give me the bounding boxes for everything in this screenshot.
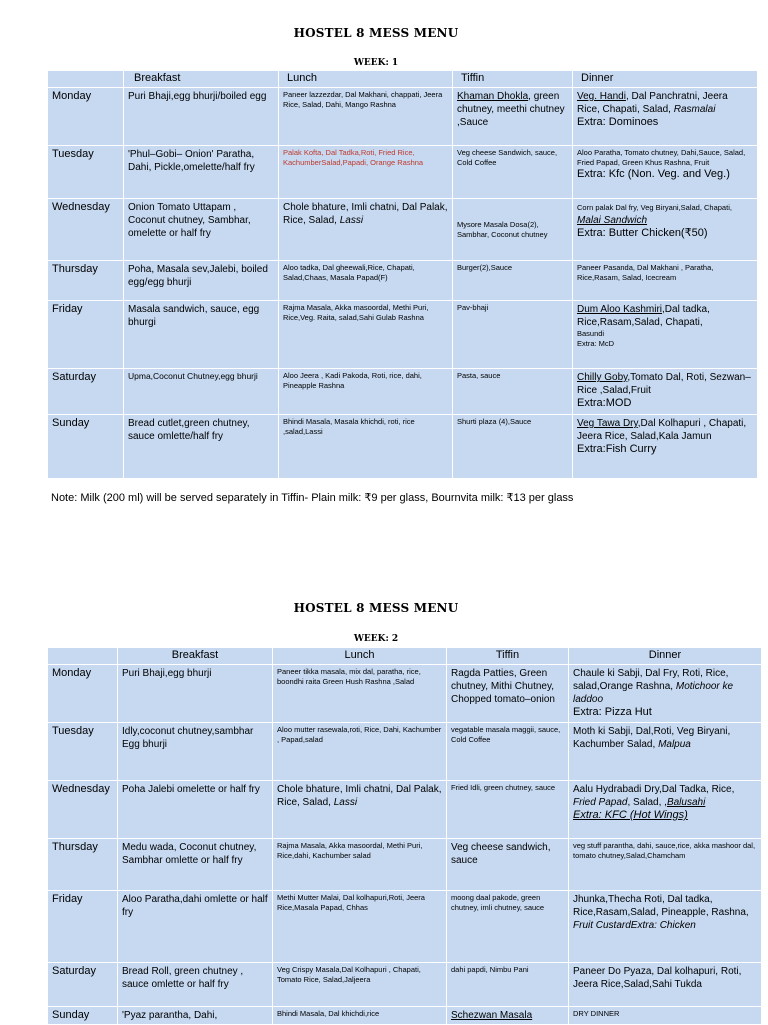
day-cell: Tuesday [48, 723, 118, 781]
dinner-text: Aalu Hydrabadi Dry,Dal Tadka, Rice, [573, 784, 735, 795]
breakfast-cell: 'Phul–Gobi– Onion' Paratha, Dahi, Pickle,omelette/half fry [124, 146, 279, 199]
day-cell: Saturday [48, 369, 124, 415]
dinner-dessert: Malpua [658, 739, 691, 750]
day-cell: Friday [48, 891, 118, 963]
table-header-row [48, 71, 758, 88]
table-row [48, 261, 758, 301]
tiffin-text: , green chutney, meethi chutney ,Sauce [457, 91, 565, 128]
dinner-extra: Extra: Dominoes [577, 116, 659, 128]
lunch-cell: Bhindi Masala, Dal khichdi,rice [273, 1007, 447, 1025]
tiffin-cell: Veg cheese Sandwich, sauce, Cold Coffee [453, 146, 573, 199]
week-label-1: WEEK: 1 [353, 58, 399, 68]
menu-title-week1: HOSTEL 8 MESS MENU [293, 26, 459, 40]
day-cell: Sunday [48, 1007, 118, 1025]
day-cell: Friday [48, 301, 124, 369]
menu-title-week2: HOSTEL 8 MESS MENU [293, 601, 459, 615]
tiffin-cell: vegatable masala maggii, sauce, Cold Coffee [447, 723, 569, 781]
dinner-item: Chilly Goby [577, 372, 628, 383]
dinner-item: Dum Aloo Kashmiri [577, 304, 663, 315]
table-row [48, 146, 758, 199]
header-cell-dinner: Dinner [573, 71, 758, 88]
breakfast-cell: Medu wada, Coconut chutney, Sambhar omlette or half fry [118, 839, 273, 891]
dinner-cell [573, 146, 758, 199]
dinner-extra: Extra:Fish Curry [577, 443, 657, 455]
dinner-text: Corn palak Dal fry, Veg Biryani,Salad, Chapati, [577, 203, 732, 212]
table-row [48, 891, 762, 963]
dinner-cell [569, 891, 762, 963]
dinner-text-2: , Salad, , [627, 797, 667, 808]
breakfast-cell: Masala sandwich, sauce, egg bhurgi [124, 301, 279, 369]
dinner-cell [573, 88, 758, 146]
header-cell-lunch: Lunch [279, 71, 453, 88]
dinner-dessert: Motichoor ke laddoo [573, 681, 734, 705]
dinner-text: Moth ki Sabji, Dal,Roti, Veg Biryani, Kachumber Salad, [573, 726, 731, 750]
dinner-side: Fried Papad [573, 797, 628, 808]
dinner-cell [573, 301, 758, 369]
lunch-cell: Rajma Masala, Akka masoordal, Methi Puri, Rice,Veg. Raita, salad,Sahi Gulab Rashna [279, 301, 453, 369]
dinner-cell [573, 199, 758, 261]
lunch-cell [273, 781, 447, 839]
header-cell-tiffin: Tiffin [447, 648, 569, 665]
table-row [48, 369, 758, 415]
table-row [48, 781, 762, 839]
dinner-cell: DRY DINNER [569, 1007, 762, 1025]
breakfast-cell: Upma,Coconut Chutney,egg bhurji [124, 369, 279, 415]
dinner-extra: Extra: Kfc (Non. Veg. and Veg.) [577, 168, 730, 180]
dinner-cell [569, 665, 762, 723]
dinner-cell [569, 723, 762, 781]
dinner-text: Jhunka,Thecha Roti, Dal tadka, Rice,Rasam,Salad, Pineapple, Rashna, [573, 894, 749, 918]
lunch-cell: Veg Crispy Masala,Dal Kolhapuri , Chapati, Tomato Rice, Salad,Jaljeera [273, 963, 447, 1007]
day-cell: Sunday [48, 415, 124, 479]
lunch-cell: Aloo mutter rasewala,roti, Rice, Dahi, Kachumber , Papad,salad [273, 723, 447, 781]
breakfast-cell: 'Pyaz parantha, Dahi, [118, 1007, 273, 1025]
day-cell: Thursday [48, 261, 124, 301]
dinner-cell [573, 415, 758, 479]
dinner-text: , Dal Panchratni, Jeera Rice, Chapati, Salad, [577, 91, 728, 115]
day-cell: Thursday [48, 839, 118, 891]
day-cell: Wednesday [48, 781, 118, 839]
tiffin-cell [453, 88, 573, 146]
breakfast-cell: Bread cutlet,green chutney, sauce omlette/half fry [124, 415, 279, 479]
header-cell-day [48, 71, 124, 88]
table-row [48, 839, 762, 891]
lunch-drink: Lassi [339, 215, 364, 226]
lunch-cell: Aloo Jeera , Kadi Pakoda, Roti, rice, dahi, Pineapple Rashna [279, 369, 453, 415]
dinner-dessert: Malai Sandwich [577, 215, 648, 226]
table-row [48, 199, 758, 261]
dinner-cell: Paneer Pasanda, Dal Makhani , Paratha, Rice,Rasam, Salad, Icecream [573, 261, 758, 301]
tiffin-cell: Burger(2),Sauce [453, 261, 573, 301]
table-row [48, 1007, 762, 1025]
lunch-text: Chole bhature, Imli chatni, Dal Palak, Rice, Salad, [277, 784, 442, 808]
breakfast-cell: Poha Jalebi omelette or half fry [118, 781, 273, 839]
lunch-cell: Methi Mutter Malai, Dal kolhapuri,Roti, Jeera Rice,Masala Papad, Chhas [273, 891, 447, 963]
dinner-cell: veg stuff parantha, dahi, sauce,rice, akka mashoor dal, tomato chutney,Salad,Chamcham [569, 839, 762, 891]
dinner-extra: Extra: KFC (Hot Wings) [573, 809, 688, 821]
tiffin-cell: Ragda Patties, Green chutney, Mithi Chutney, Chopped tomato–onion [447, 665, 569, 723]
dinner-extra: Extra: Pizza Hut [573, 706, 652, 718]
table-row [48, 665, 762, 723]
dinner-dessert: Fruit CustardExtra: Chicken [573, 920, 696, 931]
dinner-item: Veg. Handi [577, 91, 626, 102]
lunch-cell: Rajma Masala, Akka masoordal, Methi Puri, Rice,dahi, Kachumber salad [273, 839, 447, 891]
dinner-extra: Extra:MOD [577, 397, 632, 409]
tiffin-cell: Mysore Masala Dosa(2), Sambhar, Coconut chutney [453, 199, 573, 261]
header-cell-breakfast: Breakfast [124, 71, 279, 88]
milk-note: Note: Milk (200 ml) will be served separately in Tiffin- Plain milk: ₹9 per glass, Bournvita milk: ₹13 per glass [51, 492, 574, 504]
dinner-cell [569, 781, 762, 839]
day-cell: Wednesday [48, 199, 124, 261]
lunch-cell: Bhindi Masala, Masala khichdi, roti, rice ,salad,Lassi [279, 415, 453, 479]
lunch-drink: Lassi [333, 797, 358, 808]
tiffin-item: Khaman Dhokla [457, 91, 529, 102]
menu-table-week1 [47, 70, 758, 479]
table-row [48, 723, 762, 781]
lunch-cell: Aloo tadka, Dal gheewali,Rice, Chapati, Salad,Chaas, Masala Papad(F) [279, 261, 453, 301]
tiffin-cell [447, 1007, 569, 1025]
header-cell-dinner: Dinner [569, 648, 762, 665]
table-header-row [48, 648, 762, 665]
header-cell-tiffin: Tiffin [453, 71, 573, 88]
lunch-cell: Paneer lazzezdar, Dal Makhani, chappati, Jeera Rice, Salad, Dahi, Mango Rashna [279, 88, 453, 146]
day-cell: Monday [48, 88, 124, 146]
tiffin-item: Schezwan Masala [451, 1010, 533, 1021]
dinner-text: ,Tomato Dal, Roti, Sezwan–Rice ,Salad,Fruit [577, 372, 751, 396]
lunch-text: Chole bhature, Imli chatni, Dal Palak, Rice, Salad, [283, 202, 448, 226]
breakfast-cell: Puri Bhaji,egg bhurji [118, 665, 273, 723]
dinner-cell: Paneer Do Pyaza, Dal kolhapuri, Roti, Jeera Rice,Salad,Sahi Tukda [569, 963, 762, 1007]
dinner-dessert: Basundi [577, 329, 605, 338]
lunch-cell: Palak Kofta, Dal Tadka,Roti, Fried Rice, KachumberSalad,Papadi, Orange Rashna [279, 146, 453, 199]
lunch-cell: Paneer tikka masala, mix dal, paratha, rice, boondhi raita Green Hush Rashna ,Salad [273, 665, 447, 723]
week-label-2: WEEK: 2 [353, 634, 399, 644]
header-cell-breakfast: Breakfast [118, 648, 273, 665]
breakfast-cell: Bread Roll, green chutney , sauce omlette or half fry [118, 963, 273, 1007]
dinner-dessert: Rasmalai [673, 104, 716, 115]
day-cell: Tuesday [48, 146, 124, 199]
menu-table-week2 [47, 647, 762, 1025]
tiffin-cell: Fried Idli, green chutney, sauce [447, 781, 569, 839]
breakfast-cell: Idly,coconut chutney,sambhar Egg bhurji [118, 723, 273, 781]
dinner-item: Veg Tawa Dry [577, 418, 638, 429]
table-row [48, 88, 758, 146]
tiffin-cell: Pav-bhaji [453, 301, 573, 369]
dinner-text: Chaule ki Sabji, Dal Fry, Roti, Rice, salad,Orange Rashna, [573, 668, 729, 692]
dinner-text: Aloo Paratha, Tomato chutney, Dahi,Sauce, Salad, Fried Papad, Green Khus Rashna, Fruit [577, 148, 746, 167]
breakfast-cell: Aloo Paratha,dahi omlette or half fry [118, 891, 273, 963]
tiffin-cell: Veg cheese sandwich, sauce [447, 839, 569, 891]
table-row [48, 963, 762, 1007]
breakfast-cell: Onion Tomato Uttapam , Coconut chutney, Sambhar, omelette or half fry [124, 199, 279, 261]
tiffin-cell: Shurti plaza (4),Sauce [453, 415, 573, 479]
tiffin-cell: dahi papdi, Nimbu Pani [447, 963, 569, 1007]
table-row [48, 301, 758, 369]
tiffin-cell: moong daal pakode, green chutney, imli chutney, sauce [447, 891, 569, 963]
dinner-text: ,Dal Kolhapuri , Chapati, Jeera Rice, Salad,Kala Jamun [577, 418, 747, 442]
day-cell: Monday [48, 665, 118, 723]
day-cell: Saturday [48, 963, 118, 1007]
dinner-cell [573, 369, 758, 415]
dinner-extra: Extra: McD [577, 339, 615, 348]
dinner-extra: Extra: Butter Chicken(₹50) [577, 227, 708, 239]
tiffin-cell: Pasta, sauce [453, 369, 573, 415]
dinner-dessert: Balusahi [666, 797, 706, 808]
table-row [48, 415, 758, 479]
header-cell-day [48, 648, 118, 665]
lunch-cell [279, 199, 453, 261]
dinner-text: ,Dal tadka, Rice,Rasam,Salad, Chapati, [577, 304, 710, 328]
header-cell-lunch: Lunch [273, 648, 447, 665]
breakfast-cell: Poha, Masala sev,Jalebi, boiled egg/egg bhurji [124, 261, 279, 301]
breakfast-cell: Puri Bhaji,egg bhurji/boiled egg [124, 88, 279, 146]
